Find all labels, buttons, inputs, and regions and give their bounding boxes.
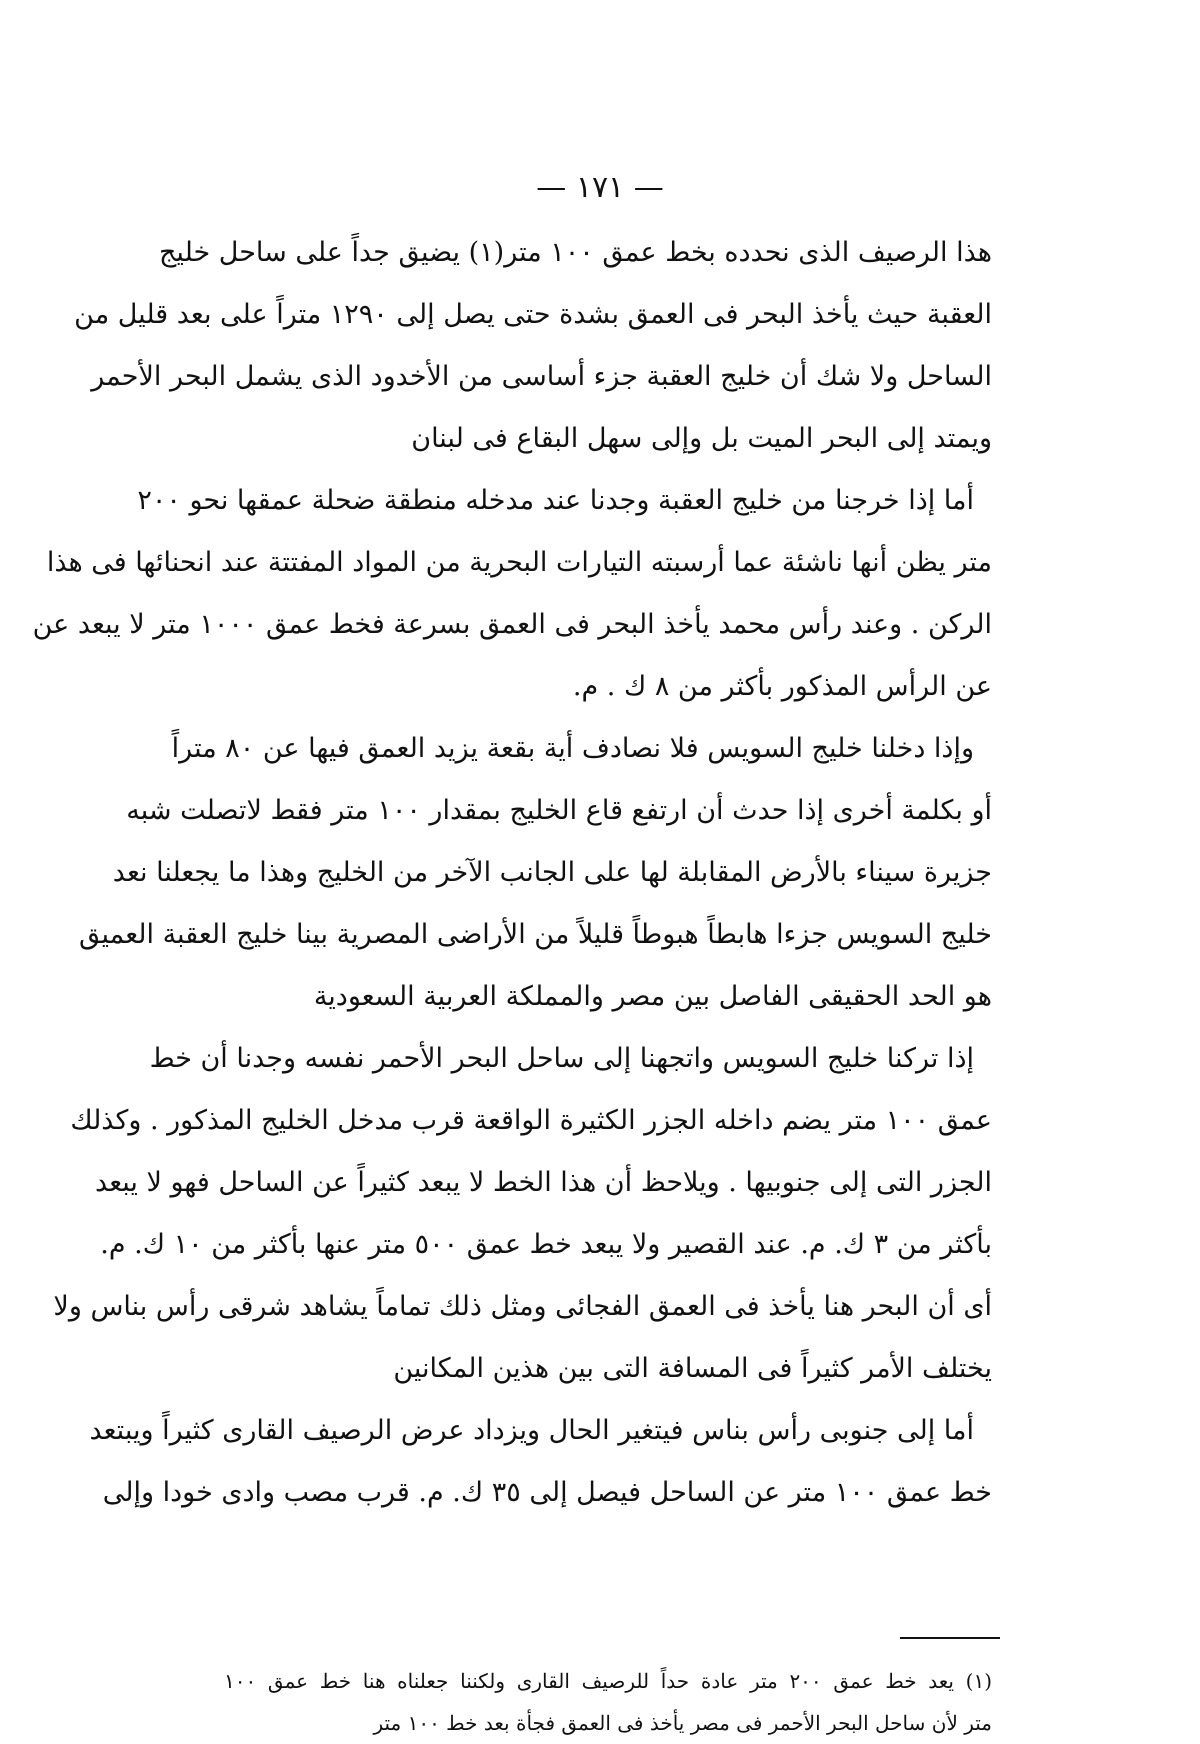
- text-line: يختلف الأمر كثيراً فى المسافة التى بين هذين المكانين: [393, 1353, 992, 1384]
- text-line: بأكثر من ٣ ك. م. عند القصير ولا يبعد خط عمق ٥٠٠ متر عنها بأكثر من ١٠ ك. م.: [100, 1229, 992, 1260]
- page-number: — ١٧١ —: [536, 170, 664, 205]
- text-line: عن الرأس المذكور بأكثر من ٨ ك . م.: [572, 671, 992, 702]
- footnote-divider: [900, 1637, 1000, 1639]
- text-line: الجزر التى إلى جنوبيها . ويلاحظ أن هذا الخط لا يبعد كثيراً عن الساحل فهو لا يبعد: [95, 1167, 992, 1198]
- text-line: أما إلى جنوبى رأس بناس فيتغير الحال ويزداد عرض الرصيف القارى كثيراً ويبتعد: [89, 1415, 974, 1446]
- text-line: إذا تركنا خليج السويس واتجهنا إلى ساحل البحر الأحمر نفسه وجدنا أن خط: [149, 1043, 974, 1074]
- text-line: الساحل ولا شك أن خليج العقبة جزء أساسى من الأخدود الذى يشمل البحر الأحمر: [91, 361, 992, 392]
- text-line: خليج السويس جزءا هابطاً هبوطاً قليلاً من الأراضى المصرية بينا خليج العقبة العميق: [78, 919, 992, 950]
- text-line: أو بكلمة أخرى إذا حدث أن ارتفع قاع الخليج بمقدار ١٠٠ متر فقط لاتصلت شبه: [126, 795, 992, 826]
- text-line: أى أن البحر هنا يأخذ فى العمق الفجائى ومثل ذلك تماماً يشاهد شرقى رأس بناس ولا: [53, 1291, 992, 1322]
- body-text: [32, 222, 992, 1524]
- text-line: متر يظن أنها ناشئة عما أرسبته التيارات البحرية من المواد المفتتة عند انحنائها فى هذا: [46, 547, 992, 578]
- text-line: وإذا دخلنا خليج السويس فلا نصادف أية بقعة يزيد العمق فيها عن ٨٠ متراً: [171, 733, 974, 764]
- text-line: ويمتد إلى البحر الميت بل وإلى سهل البقاع فى لبنان: [411, 423, 992, 454]
- text-line: هذا الرصيف الذى نحدده بخط عمق ١٠٠ متر(١) يضيق جداً على ساحل خليج: [159, 237, 992, 268]
- footnote-line: متر لأن ساحل البحر الأحمر فى مصر يأخذ فى العمق فجأة بعد خط ١٠٠ متر: [373, 1711, 992, 1735]
- text-line: هو الحد الحقيقى الفاصل بين مصر والمملكة العربية السعودية: [313, 981, 992, 1012]
- text-line: أما إذا خرجنا من خليج العقبة وجدنا عند مدخله منطقة ضحلة عمقها نحو ٢٠٠: [137, 485, 974, 516]
- footnote: [224, 1660, 992, 1744]
- text-line: العقبة حيث يأخذ البحر فى العمق بشدة حتى يصل إلى ١٢٩٠ متراً على بعد قليل من: [74, 299, 992, 330]
- text-line: خط عمق ١٠٠ متر عن الساحل فيصل إلى ٣٥ ك. م. قرب مصب وادى خودا وإلى: [102, 1477, 992, 1508]
- footnote-line: (١) يعد خط عمق ٢٠٠ متر عادة حداً للرصيف القارى ولكننا جعلناه هنا خط عمق ١٠٠: [224, 1669, 993, 1693]
- text-line: عمق ١٠٠ متر يضم داخله الجزر الكثيرة الواقعة قرب مدخل الخليج المذكور . وكذلك: [70, 1105, 992, 1136]
- text-line: جزيرة سيناء بالأرض المقابلة لها على الجانب الآخر من الخليج وهذا ما يجعلنا نعد: [112, 857, 992, 888]
- text-line: الركن . وعند رأس محمد يأخذ البحر فى العمق بسرعة فخط عمق ١٠٠٠ متر لا يبعد عن: [32, 609, 992, 640]
